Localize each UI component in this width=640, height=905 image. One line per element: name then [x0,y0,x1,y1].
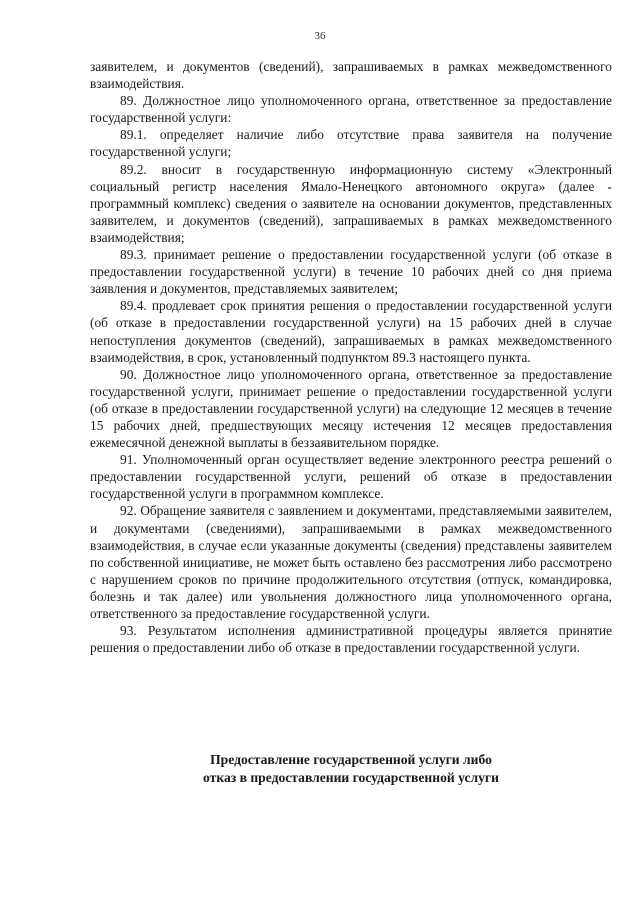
paragraph-89-1: 89.1. определяет наличие либо отсутствие права заявителя на получение государственной услуги; [90,127,612,160]
document-body [90,58,612,656]
section-heading-line-2: отказ в предоставлении государственной услуги [203,769,499,785]
paragraph-92: 92. Обращение заявителя с заявлением и документами, представляемыми заявителем, и документами (сведениями), запрашиваемыми в рамках межведомственного взаимодействия, в случае если указанные документы (сведения) представлены заявителем по собственной инициативе, не может быть оставлено без рассмотрения либо рассмотрено с нарушением сроков по причине продолжительного отсутствия (отпуск, командировка, болезнь и так далее) или увольнения должностного лица уполномоченного органа, ответственного за предоставление государственной услуги. [90,503,612,621]
paragraph-continuation: заявителем, и документов (сведений), запрашиваемых в рамках межведомственного взаимодействия. [90,59,612,92]
page-number: 36 [314,30,326,42]
paragraph-91: 91. Уполномоченный орган осуществляет ведение электронного реестра решений о предоставлении государственной услуги, решений об отказе в предоставлении государственной услуги в программном комплексе. [90,452,612,502]
paragraph-89-2: 89.2. вносит в государственную информационную систему «Электронный социальный регистр населения Ямало-Ненецкого автономного округа» (далее - программный комплекс) сведения о заявителе на основании документов, представленных заявителем, и документов (сведений), запрашиваемых в рамках межведомственного взаимодействия; [90,161,612,245]
paragraph-89: 89. Должностное лицо уполномоченного органа, ответственное за предоставление государственной услуги: [90,93,612,126]
section-heading [90,751,612,786]
paragraph-89-4: 89.4. продлевает срок принятия решения о предоставлении государственной услуги (об отказе в предоставлении государственной услуги) на 15 рабочих дней в случае непоступления документов (сведений), запрашиваемых в рамках межведомственного взаимодействия, в срок, установленный подпунктом 89.3 настоящего пункта. [90,298,612,365]
paragraph-93: 93. Результатом исполнения административной процедуры является принятие решения о предоставлении либо об отказе в предоставлении государственной услуги. [90,623,612,656]
section-heading-line-1: Предоставление государственной услуги либо [210,752,492,767]
paragraph-90: 90. Должностное лицо уполномоченного органа, ответственное за предоставление государственной услуги, принимает решение о предоставлении государственной услуги (об отказе в предоставлении государственной услуги) на следующие 12 месяцев в течение 15 рабочих дней, предшествующих месяцу истечения 12 месяцев предоставления ежемесячной денежной выплаты в беззаявительном порядке. [90,366,612,451]
paragraph-89-3: 89.3. принимает решение о предоставлении государственной услуги (об отказе в предоставлении государственной услуги) в течение 10 рабочих дней со дня приема заявления и документов, представляемых заявителем; [90,247,612,297]
